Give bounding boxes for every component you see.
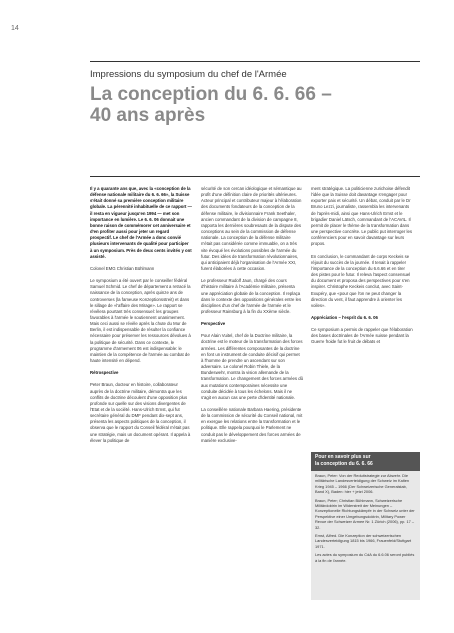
body-paragraph: ment stratégique. La politicienne zurichoise défendit l'idée que la Suisse doit davantage s'engager pour exporter paix et sécurité. Un débat, conduit par le Dr Bruno Lezzi, journaliste, rassembla les intervenants de l'après-midi, ainsi que Hans-Ulrich Ernst et le brigadier Daniel Lätsch, commandant de l'ACAVIL. Il permit de placer le thème de la transformation dans une perspective concrète. Le public put interroger les conférenciers pour en savoir davantage sur leurs propos. — [311, 186, 413, 247]
page-number: 14 — [11, 25, 19, 32]
body-paragraph: La conseillère nationale Barbara Haering, présidente de la commission de sécurité du Conseil national, mit en exergue les relations entre la transformation et le politique. Elle rappela pourquoi le Parlement ne conduit pas le développement des forces armées de manière exclusive- — [201, 407, 303, 443]
body-paragraph: Le professeur Rudolf Jaun, chargé des cours d'histoire militaire à l'Académie militaire, présenta une appréciation globale de la conception. Il replaça dans le contexte des oppositions générales entre les disciplines d'un chef de l'armée de l'armée et le professeur Rainsburg à la fin du XXème siècle. — [201, 278, 302, 314]
reference-item: Ernst, Alfred. Die Konzeption der schweizerischen Landesverteidigung 1815 bis 1966, Frauenfeld/Stuttgart 1971. — [315, 533, 412, 549]
lead-paragraph: Il y a quarante ans que, avec la «conception de la défense nationale militaire du 6. 6. 66», la Suisse s'était donné sa première conception militaire globale. La pérennité inhabituelle de ce rapport — il resta en vigueur jusqu'en 1994 — met son importance en lumière. Le 6. 6. 06 donnait une bonne raison de commémorer cet anniversaire et d'en profiter aussi pour jeter un regard prospectif. Le chef de l'Armée a donc convié plusieurs intervenants de qualité pour participer à un symposium. Près de deux cents invités y ont assisté. — [90, 186, 192, 259]
author-byline: Colonel EMG Christian Bühlmann — [90, 265, 155, 271]
body-paragraph: Le symposium a été ouvert par le conseiller fédéral Samuel Schmid. Le chef de département a retracé la naissance de la conception, après quinze ans de controverses (la fameuse Konzeptionsstreit) et dans le sillage de «l'affaire des Mirage». Le rapport se révélera pourtant très consensuel: les groupes favorables à l'armée le soutiennent unanimement. Mais ceci aussi se révèle après la chute du Mur de Berlin, il est indispensable de résulter la confiance nécessaire pour préserver les ressources dévolues à la politique de sécurité. Dans ce contexte, le programme d'armement 06 est indispensable: le maintien de la compétence de l'armée au combat de haute intensité en dépend. — [90, 278, 191, 364]
body-paragraph: En conclusion, le commandant de corps Keckeis se réjouit du succès de la journée. Il tenait à rappeler l'importance de la conception du 6.6.66 et en tirer des pistes pour le futur. Il releva l'aspect consensuel du document et proposa des perspectives pour s'en inspirer. Christophe Keckeis conclut, avec Saint-Exupéry, que «pour que l'on ne peut changer la direction du vent, il faut apprendre à orienter les voiles». — [311, 253, 411, 308]
title-line-1: La conception du 6. 6. 66 – — [90, 84, 332, 105]
heading-line-1: Pour en savoir plus sur — [315, 454, 371, 460]
reference-item: Braun, Peter; Christian Bühlmann, Schweizerische Militärdoktrin im Widerstreit der Meinungen – Konzeptionelle Richtungskämpfe in der Schweiz unter der Perspektive einer Umgebungsdoktrin, Military Power Revue der Schweizer Armee Nr. 1 Zürich (2006), pp. 17 – 32. — [315, 497, 415, 530]
column-1 — [90, 186, 192, 450]
body-paragraph: Pour Alain Vuitel, chef de la Doctrine militaire, la doctrine est le moteur de la transformation des forces armées. Les différentes composantes de la doctrine en font un instrument de conduite décisif qui permet à l'homme de prendre un ascendant sur son adversaire. Le colonel Robin Thiele, de la Bundeswehr, montra la vision allemande de la transformation. Le changement des forces armées dû aux mutations contemporaines nécessite une conduite décidée à tous les échelons. Mais il ne s'agit en aucun cas une perte d'identité nationale. — [201, 333, 303, 400]
further-reading-box — [311, 452, 420, 600]
title-line-2: 40 ans après — [90, 105, 206, 126]
title-rule — [90, 176, 420, 177]
column-3 — [311, 186, 413, 352]
body-paragraph: sécurité de son cercan idéologique et sémantique au profit d'une définition claire de priorités ultérieures. Acteur principal et contributeur majeur à l'élaboration des documents fondateurs de la conception de la défense militaire, le divisionnaire Frank Seethaler, ancien commandant de la division de campagne 8, rapporta les dernières soubresauts de la dispute des conceptions au sein de la commission de défense nationale. La conception de la défense militaire n'était pas considérée comme immuable, on a très vite évoqué les évolutions possibles de l'armée du futur. Des idées de transformation révolutionnaires, qui anticipaient déjà l'organisation de l'Armée XXI, furent élaborées à cette occasion. — [201, 186, 302, 272]
column-2 — [201, 186, 303, 450]
reference-list — [311, 471, 420, 568]
subhead-retrospective: Rétrospective — [90, 370, 119, 376]
reference-item: Les actes du symposium du CdA du 6.6.06 seront publiés à la fin de l'année. — [315, 552, 415, 563]
article-title — [90, 84, 420, 126]
further-reading-heading — [311, 452, 420, 471]
subhead-appreciation: Appréciation – l'esprit du 6. 6. 06 — [311, 314, 378, 320]
article-kicker: Impressions du symposium du chef de l'Armée — [90, 69, 287, 80]
body-paragraph: Ce symposium a permis de rappeler que l'élaboration des bases doctrinales de l'Armée suisse pendant la Guerre froide fut le fruit de débats et — [311, 327, 413, 345]
body-paragraph: Peter Braun, docteur en histoire, collaborateur auprès de la doctrine militaire, démontra que les conflits de doctrine découlent d'une opposition plus profonde sur quelle sur des visions divergentes de l'Etat et de la société. Hans-Ulrich Ernst, qui fut secrétaire général du DMF pendant dix-sept ans, présenta les aspects politiques de la conception, il observa que le rapport du Conseil fédéral n'était pas une stratégie, mais un document opérant. Il appela à élever la politique de — [90, 382, 191, 443]
top-rule — [90, 61, 420, 62]
heading-line-2: la conception du 6. 6. 66 — [315, 461, 373, 467]
subhead-perspective: Perspective — [201, 321, 226, 327]
reference-item: Braun, Peter: Von der Reduitstrategie zur Abwehr. Die militärische Landesverteidigung der Schweiz im Kalten Krieg 1945 – 1966 (Der Schweizerische Generalstab, Band X), Baden: hier + jetzt 2006. — [315, 473, 410, 495]
